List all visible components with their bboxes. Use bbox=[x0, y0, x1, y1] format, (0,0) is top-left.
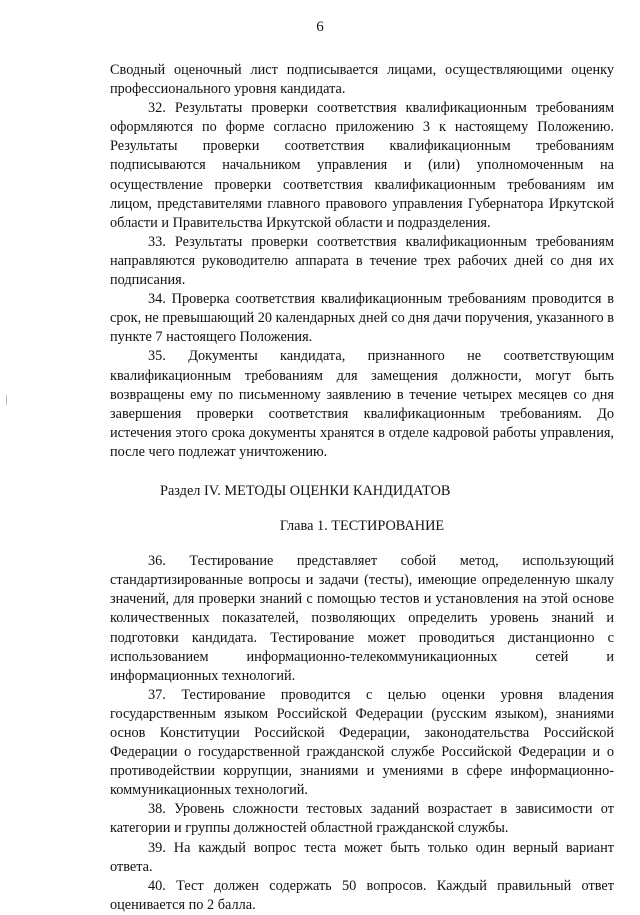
paragraph-40: 40. Тест должен содержать 50 вопросов. Каждый правильный ответ оценивается по 2 балла. bbox=[110, 877, 614, 913]
document-body bbox=[110, 61, 614, 915]
paragraph-36: 36. Тестирование представляет собой метод, использующий стандартизированные вопросы и задачи (тесты), имеющие определенную шкалу значений, для проверки знаний с помощью тестов и установления на этой основе количественных показателей, позволяющих определить уровень знаний и подготовки кандидата. Тестирование может проводиться дистанционно с использованием информационно-телекоммуникационных сетей и информационных технологий. bbox=[110, 553, 614, 684]
paragraph-39: 39. На каждый вопрос теста может быть только один верный вариант ответа. bbox=[110, 839, 614, 875]
paragraph-summary-sheet: Сводный оценочный лист подписывается лицами, осуществляющими оценку профессионального уровня кандидата. bbox=[110, 62, 614, 98]
paragraph-33: 33. Результаты проверки соответствия квалификационным требованиям направляются руководителю аппарата в течение трех рабочих дней со дня их подписания. bbox=[110, 233, 614, 289]
paragraph-35: 35. Документы кандидата, признанного не соответствующим квалификационным требованиям для замещения должности, могут быть возвращены ему по письменному заявлению в течение четырех месяцев со дня завершения проверки соответствия квалификационным требованиям. До истечения этого срока документы хранятся в отделе кадровой работы управления, после чего подлежат уничтожению. bbox=[110, 348, 614, 460]
paragraph-38: 38. Уровень сложности тестовых заданий возрастает в зависимости от категории и группы должностей областной гражданской службы. bbox=[110, 801, 614, 837]
paragraph-37: 37. Тестирование проводится с целью оценки уровня владения государственным языком Российской Федерации (русским языком), знаниями основ Конституции Российской Федерации, законодательства Российской Федерации о государственной гражданской службе Российской Федерации и о противодействии коррупции, знаниями и умениями в сфере информационно-коммуникационных технологий. bbox=[110, 686, 614, 799]
chapter-heading: Глава 1. ТЕСТИРОВАНИЕ bbox=[279, 518, 445, 535]
paragraph-34: 34. Проверка соответствия квалификационным требованиям проводится в срок, не превышающий 20 календарных дней со дня дачи поручения, указанного в пункте 7 настоящего Положения. bbox=[110, 291, 614, 346]
scan-edge-mark bbox=[6, 395, 7, 405]
page-number: 6 bbox=[316, 19, 324, 35]
section-heading: Раздел IV. МЕТОДЫ ОЦЕНКИ КАНДИДАТОВ bbox=[160, 482, 451, 499]
paragraph-32: 32. Результаты проверки соответствия квалификационным требованиям оформляются по форме согласно приложению 3 к настоящему Положению. Результаты проверки соответствия квалификационным требованиям подписываются начальником управления и (или) уполномоченным на осуществление проверки соответствия квалификационным требованиям им лицом, представителями главного правового управления Губернатора Иркутской области и Правительства Иркутской области и подразделения. bbox=[110, 100, 614, 231]
